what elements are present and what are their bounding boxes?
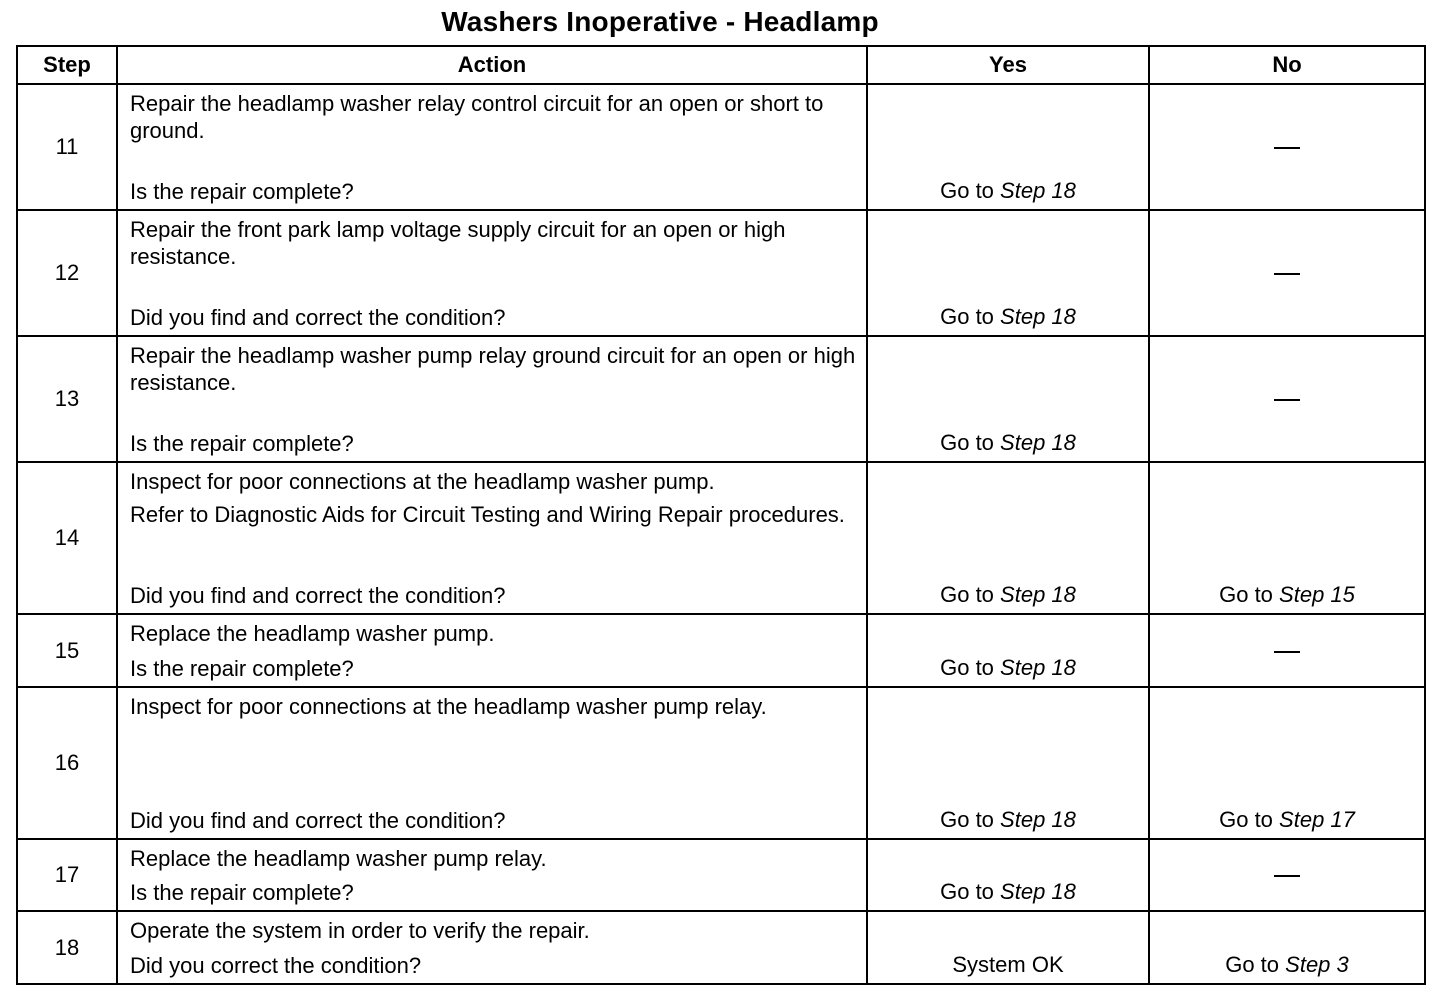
action-cell xyxy=(117,687,867,839)
step-cell: 18 xyxy=(17,911,117,984)
action-text: Inspect for poor connections at the headlamp washer pump relay. xyxy=(130,694,767,719)
action-instructions xyxy=(130,693,856,720)
no-cell xyxy=(1149,614,1425,687)
action-instructions xyxy=(130,342,856,396)
yes-cell xyxy=(867,911,1149,984)
yes-cell xyxy=(867,614,1149,687)
action-instructions xyxy=(130,90,856,144)
no-cell xyxy=(1149,911,1425,984)
action-instructions xyxy=(130,620,856,647)
yes-step-link: Step 18 xyxy=(1000,655,1076,680)
action-cell xyxy=(117,911,867,984)
action-content xyxy=(130,90,856,205)
action-text: Replace the headlamp washer pump. xyxy=(130,621,495,646)
action-text: Operate the system in order to verify the repair. xyxy=(130,918,590,943)
yes-step-link: Step 18 xyxy=(1000,178,1076,203)
action-content xyxy=(130,693,856,834)
dash-mark xyxy=(1274,273,1300,275)
action-content xyxy=(130,620,856,682)
yes-text: Go to xyxy=(940,879,994,904)
action-content xyxy=(130,216,856,331)
table-row xyxy=(17,336,1425,462)
action-question: Did you correct the condition? xyxy=(130,953,422,978)
yes-text: Go to xyxy=(940,655,994,680)
action-cell xyxy=(117,462,867,614)
no-text: Go to xyxy=(1219,807,1273,832)
no-text: Go to xyxy=(1225,952,1280,977)
yes-step-link: Step 18 xyxy=(1000,807,1076,832)
step-cell: 11 xyxy=(17,84,117,210)
table-row xyxy=(17,84,1425,210)
action-text: Refer to Diagnostic Aids for Circuit Testing and Wiring Repair procedures. xyxy=(130,502,845,527)
page-title: Washers Inoperative - Headlamp xyxy=(441,6,879,37)
table-body xyxy=(17,84,1425,984)
no-text: Go to xyxy=(1219,582,1273,607)
yes-text: System OK xyxy=(952,952,1064,977)
dash-mark xyxy=(1274,147,1300,149)
action-cell xyxy=(117,84,867,210)
step-cell: 15 xyxy=(17,614,117,687)
step-cell: 12 xyxy=(17,210,117,336)
yes-step-link: Step 18 xyxy=(1000,582,1076,607)
no-cell xyxy=(1149,210,1425,336)
table-row xyxy=(17,210,1425,336)
action-cell xyxy=(117,614,867,687)
action-instructions xyxy=(130,917,856,944)
action-question: Did you find and correct the condition? xyxy=(130,305,506,330)
yes-cell xyxy=(867,839,1149,911)
diagnostic-table xyxy=(16,45,1426,985)
no-cell xyxy=(1149,84,1425,210)
yes-text: Go to xyxy=(940,178,994,203)
action-cell xyxy=(117,336,867,462)
yes-step-link: Step 18 xyxy=(1000,304,1076,329)
action-question: Is the repair complete? xyxy=(130,431,354,456)
table-row xyxy=(17,911,1425,984)
header-no: No xyxy=(1149,46,1425,84)
no-step-link: Step 15 xyxy=(1279,582,1355,607)
action-text: Repair the headlamp washer relay control circuit for an open or short to ground. xyxy=(130,91,824,143)
no-step-link: Step 3 xyxy=(1285,952,1349,977)
step-cell: 14 xyxy=(17,462,117,614)
action-question: Is the repair complete? xyxy=(130,656,354,681)
yes-text: Go to xyxy=(940,430,994,455)
action-content xyxy=(130,468,856,609)
action-instructions xyxy=(130,845,856,872)
no-cell xyxy=(1149,839,1425,911)
action-text: Repair the headlamp washer pump relay ground circuit for an open or high resistance. xyxy=(130,343,856,395)
yes-step-link: Step 18 xyxy=(1000,879,1076,904)
action-question: Is the repair complete? xyxy=(130,880,354,905)
table-row xyxy=(17,687,1425,839)
action-cell xyxy=(117,839,867,911)
step-cell: 16 xyxy=(17,687,117,839)
header-step: Step xyxy=(17,46,117,84)
yes-step-link: Step 18 xyxy=(1000,430,1076,455)
action-instructions xyxy=(130,216,856,270)
action-content xyxy=(130,342,856,457)
action-text: Inspect for poor connections at the headlamp washer pump. xyxy=(130,469,715,494)
no-cell xyxy=(1149,462,1425,614)
action-content xyxy=(130,845,856,906)
yes-text: Go to xyxy=(940,304,994,329)
dash-mark xyxy=(1274,399,1300,401)
header-yes: Yes xyxy=(867,46,1149,84)
yes-text: Go to xyxy=(940,807,994,832)
yes-cell xyxy=(867,462,1149,614)
yes-text: Go to xyxy=(940,582,994,607)
no-cell xyxy=(1149,336,1425,462)
table-row xyxy=(17,614,1425,687)
no-step-link: Step 17 xyxy=(1279,807,1355,832)
header-action: Action xyxy=(117,46,867,84)
header-row xyxy=(17,46,1425,84)
action-content xyxy=(130,917,856,979)
action-text: Replace the headlamp washer pump relay. xyxy=(130,846,547,871)
action-question: Did you find and correct the condition? xyxy=(130,583,506,608)
no-cell xyxy=(1149,687,1425,839)
action-text: Repair the front park lamp voltage supply circuit for an open or high resistance. xyxy=(130,217,786,269)
action-question: Did you find and correct the condition? xyxy=(130,808,506,833)
action-question: Is the repair complete? xyxy=(130,179,354,204)
yes-cell xyxy=(867,336,1149,462)
yes-cell xyxy=(867,210,1149,336)
action-instructions xyxy=(130,468,856,528)
yes-cell xyxy=(867,687,1149,839)
step-cell: 13 xyxy=(17,336,117,462)
dash-mark xyxy=(1274,651,1300,653)
table-row xyxy=(17,839,1425,911)
step-cell: 17 xyxy=(17,839,117,911)
dash-mark xyxy=(1274,875,1300,877)
yes-cell xyxy=(867,84,1149,210)
action-cell xyxy=(117,210,867,336)
table-row xyxy=(17,462,1425,614)
